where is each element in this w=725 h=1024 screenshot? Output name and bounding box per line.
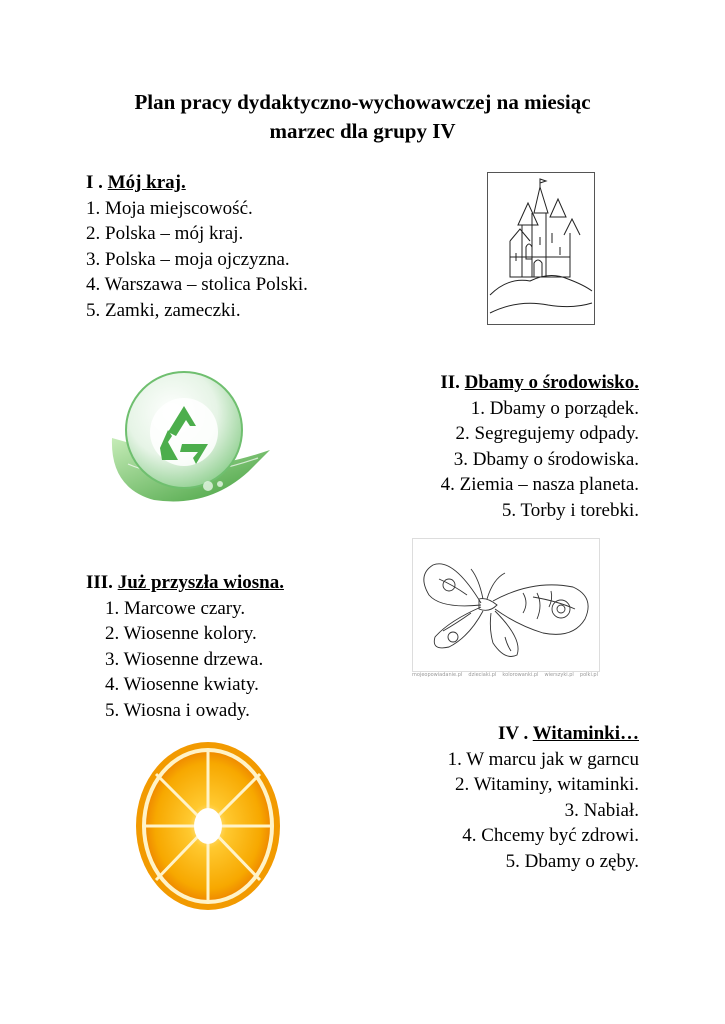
recycle-leaf-icon <box>108 368 273 508</box>
orange-slice-icon <box>134 740 282 912</box>
list-item: 3. Nabiał. <box>564 799 639 821</box>
list-item: 5. Wiosna i owady. <box>105 699 250 721</box>
list-item: 1. Dbamy o porządek. <box>470 397 639 419</box>
credit-logo: dzieciaki.pl <box>468 672 497 678</box>
section-title: Witaminki… <box>532 723 639 744</box>
section-witaminki <box>448 721 639 874</box>
list-item: 3. Polska – moja ojczyzna. <box>86 248 290 270</box>
page-title <box>60 88 665 146</box>
list-item: 4. Wiosenne kwiaty. <box>105 674 259 695</box>
list-item: 1. Marcowe czary. <box>105 597 246 619</box>
section-juz-przyszla-wiosna <box>86 570 284 723</box>
list-item: 2. Polska – mój kraj. <box>86 223 244 244</box>
section-numeral: IV . <box>498 723 533 744</box>
list-item: 2. Wiosenne kolory. <box>105 623 257 644</box>
list-item: 3. Dbamy o środowiska. <box>453 448 639 470</box>
section-heading <box>86 570 284 596</box>
section-heading <box>86 170 308 196</box>
credit-logo: mojeopowiadanie.pl <box>412 672 463 678</box>
list-item: 4. Chcemy być zdrowi. <box>462 825 639 846</box>
credit-logo: kolorowanki.pl <box>502 672 539 678</box>
title-line-2: marzec dla grupy IV <box>269 119 456 143</box>
section-numeral: I . <box>86 172 108 193</box>
section-dbamy-o-srodowisko <box>440 370 639 523</box>
credit-logo: wierszyki.pl <box>544 672 574 678</box>
butterfly-drawing-icon <box>412 538 600 672</box>
section-title: Dbamy o środowisko. <box>464 372 639 393</box>
list-item: 5. Dbamy o zęby. <box>505 850 639 872</box>
castle-drawing-icon <box>487 172 595 325</box>
list-item: 1. W marcu jak w garncu <box>447 748 639 770</box>
butterfly-credits <box>412 671 598 679</box>
list-item: 5. Torby i torebki. <box>501 499 639 521</box>
list-item: 2. Segregujemy odpady. <box>455 423 639 444</box>
list-item: 4. Ziemia – nasza planeta. <box>440 474 639 495</box>
list-item: 5. Zamki, zameczki. <box>86 299 241 321</box>
list-item: 1. Moja miejscowość. <box>86 197 253 219</box>
section-title: Mój kraj. <box>107 172 186 193</box>
list-item: 4. Warszawa – stolica Polski. <box>86 274 308 295</box>
section-numeral: II. <box>440 372 465 393</box>
section-numeral: III. <box>86 572 118 593</box>
list-item: 2. Witaminy, witaminki. <box>455 774 639 795</box>
title-line-1: Plan pracy dydaktyczno-wychowawczej na miesiąc <box>134 90 591 114</box>
section-moj-kraj <box>86 170 308 323</box>
section-heading <box>440 370 639 396</box>
list-item: 3. Wiosenne drzewa. <box>105 648 264 670</box>
credit-logo: polki.pl <box>579 672 598 678</box>
section-heading <box>448 721 639 747</box>
section-title: Już przyszła wiosna. <box>117 572 284 593</box>
